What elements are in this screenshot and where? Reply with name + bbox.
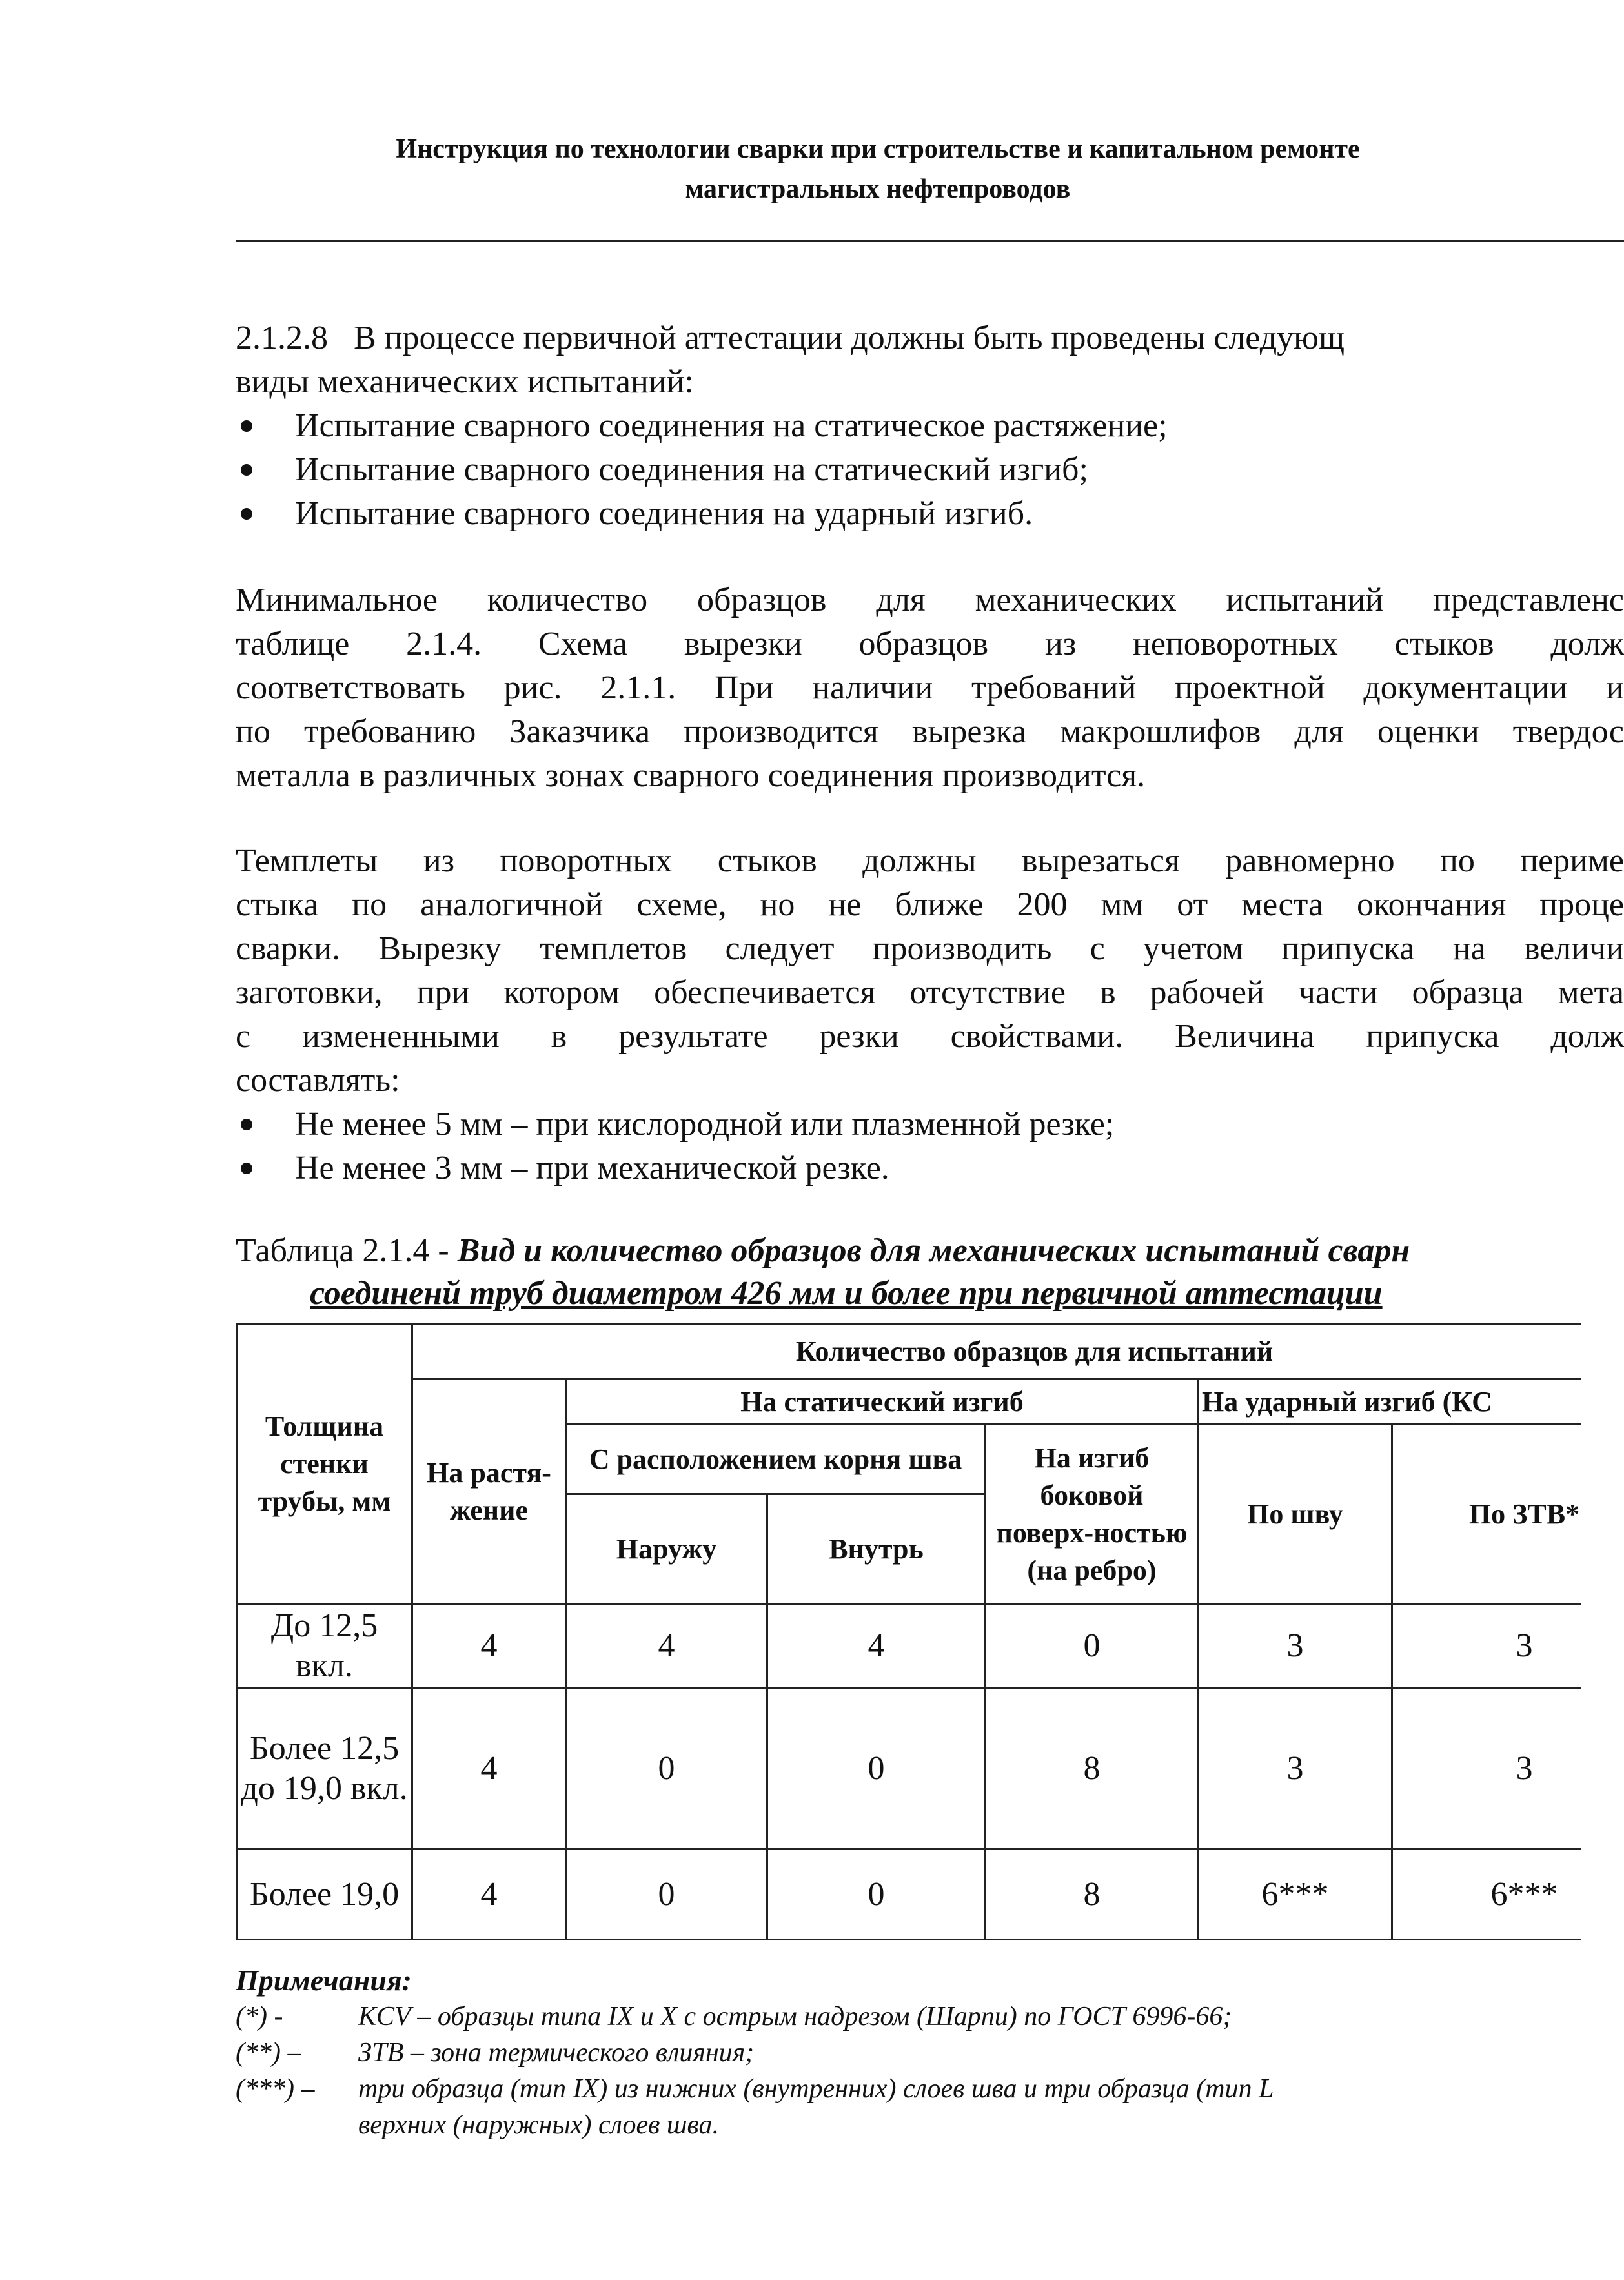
- note-mark: (***) –: [236, 2074, 315, 2104]
- paragraph-line: сварки. Вырезку темплетов следует производить с учетом припуска на величи: [236, 930, 1624, 967]
- cell-tension: 4: [412, 1604, 566, 1688]
- cell-tension: 4: [412, 1688, 566, 1849]
- paragraph-line: заготовки, при котором обеспечивается отсутствие в рабочей части образца мета: [236, 974, 1624, 1011]
- paragraph-line: стыка по аналогичной схеме, но не ближе 200 мм от места окончания проце: [236, 886, 1624, 923]
- col-outward-header: Наружу: [566, 1494, 767, 1604]
- cell-by-weld: 3: [1199, 1688, 1392, 1849]
- cell-by-haz: 3: [1392, 1688, 1624, 1849]
- bullet-icon: [241, 1119, 252, 1130]
- note-item: [236, 1999, 1624, 2035]
- paragraph-line: с измененными в результате резки свойствами. Величина припуска долж: [236, 1018, 1624, 1055]
- note-text: три образца (тип IX) из нижних (внутренних) слоев шва и три образца (тип L: [358, 2074, 1274, 2104]
- paragraph-line: 2.1.2.8 В процессе первичной аттестации должны быть проведены следующ: [236, 320, 1345, 356]
- col-inward-header: Внутрь: [767, 1494, 986, 1604]
- root-position-header: С расположением корня шва: [566, 1425, 986, 1494]
- list-item: Испытание сварного соединения на статическое растяжение;: [236, 404, 1624, 448]
- table-row: [237, 1688, 1624, 1849]
- cell-inward: 0: [767, 1849, 986, 1940]
- header-line-1: Инструкция по технологии сварки при строительстве и капитальном ремонте: [396, 134, 1360, 164]
- cell-by-haz: 6***: [1392, 1849, 1624, 1940]
- cell-by-weld: 3: [1199, 1604, 1392, 1688]
- allowance-list: [236, 1103, 1624, 1190]
- note-item: [236, 2035, 1624, 2071]
- table-caption: [236, 1230, 1624, 1315]
- cell-outward: 0: [566, 1688, 767, 1849]
- cell-inward: 0: [767, 1688, 986, 1849]
- note-item: [236, 2071, 1624, 2107]
- cell-side-bend: 8: [986, 1849, 1199, 1940]
- paragraph-line: виды механических испытаний:: [236, 363, 694, 400]
- bullet-icon: [241, 464, 252, 476]
- note-text: KCV – образцы типа IX и X с острым надрезом (Шарпи) по ГОСТ 6996-66;: [358, 2002, 1232, 2031]
- cell-outward: 0: [566, 1849, 767, 1940]
- paragraph-line: таблице 2.1.4. Схема вырезки образцов из неповоротных стыков долж: [236, 626, 1624, 662]
- bullet-icon: [241, 1163, 252, 1174]
- test-types-list: [236, 404, 1624, 536]
- impact-group-header: На ударный изгиб (КС: [1199, 1379, 1624, 1425]
- paragraph-line: Темплеты из поворотных стыков должны вырезаться равномерно по периме: [236, 842, 1624, 879]
- table-row: [237, 1604, 1624, 1688]
- paragraph-line: металла в различных зонах сварного соединения производится.: [236, 757, 1146, 794]
- static-bend-group-header: На статический изгиб: [566, 1379, 1199, 1425]
- cell-by-weld: 6***: [1199, 1849, 1392, 1940]
- cell-thickness: Более 12,5 до 19,0 вкл.: [237, 1688, 412, 1849]
- paragraph-line: по требованию Заказчика производится вырезка макрошлифов для оценки твердос: [236, 713, 1624, 750]
- note-mark: (**) –: [236, 2038, 301, 2068]
- cell-thickness: Более 19,0: [237, 1849, 412, 1940]
- cell-tension: 4: [412, 1849, 566, 1940]
- cell-side-bend: 8: [986, 1688, 1199, 1849]
- list-item: Не менее 5 мм – при кислородной или плазменной резке;: [236, 1103, 1624, 1146]
- cell-side-bend: 0: [986, 1604, 1199, 1688]
- list-item: Не менее 3 мм – при механической резке.: [236, 1146, 1624, 1190]
- caption-prefix: Таблица 2.1.4 -: [236, 1232, 458, 1269]
- paragraph-line: составлять:: [236, 1062, 400, 1099]
- bullet-icon: [241, 508, 252, 520]
- caption-title: Вид и количество образцов для механических испытаний сварн: [457, 1232, 1410, 1269]
- paragraph-min-samples: [236, 578, 1624, 798]
- note-continuation: верхних (наружных) слоев шва.: [358, 2110, 719, 2140]
- paragraph-2-1-2-8: [236, 316, 1624, 536]
- cell-thickness: До 12,5 вкл.: [237, 1604, 412, 1688]
- note-mark: (*) -: [236, 2002, 283, 2031]
- samples-table: [236, 1323, 1624, 1940]
- col-thickness-header: Толщина стенки трубы, мм: [237, 1325, 412, 1604]
- paragraph-templates: [236, 839, 1624, 1190]
- col-side-bend-header: На изгиб боковой поверх-ностью (на ребро): [986, 1425, 1199, 1604]
- paragraph-line: Минимальное количество образцов для механических испытаний представленс: [236, 582, 1624, 618]
- count-group-header: Количество образцов для испытаний: [412, 1325, 1624, 1379]
- bullet-icon: [241, 420, 252, 432]
- col-by-haz-header: По ЗТВ*: [1392, 1425, 1624, 1604]
- header-line-2: магистральных нефтепроводов: [685, 174, 1071, 204]
- cell-by-haz: 3: [1392, 1604, 1624, 1688]
- col-tension-header: На растя-жение: [412, 1379, 566, 1604]
- page-edge-mask: [1581, 1317, 1624, 1969]
- list-item: Испытание сварного соединения на статический изгиб;: [236, 448, 1624, 492]
- col-by-weld-header: По шву: [1199, 1425, 1392, 1604]
- list-item: Испытание сварного соединения на ударный изгиб.: [236, 492, 1624, 536]
- cell-inward: 4: [767, 1604, 986, 1688]
- header-rule: [236, 240, 1624, 242]
- note-text: ЗТВ – зона термического влияния;: [358, 2038, 755, 2068]
- cell-outward: 4: [566, 1604, 767, 1688]
- caption-title-line-2: соединенй труб диаметром 426 мм и более при первичной аттестации: [310, 1275, 1383, 1312]
- document-header: [232, 129, 1523, 209]
- notes-heading: Примечания:: [236, 1964, 412, 1997]
- paragraph-line: соответствовать рис. 2.1.1. При наличии требований проектной документации и: [236, 669, 1624, 706]
- clause-number: 2.1.2.8: [236, 320, 328, 356]
- table-notes: [236, 1962, 1624, 2143]
- table-row: [237, 1849, 1624, 1940]
